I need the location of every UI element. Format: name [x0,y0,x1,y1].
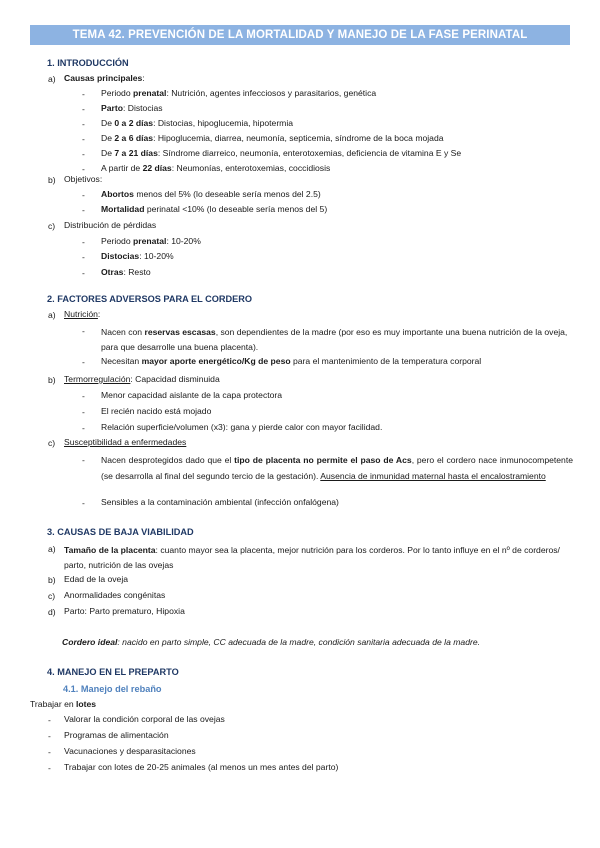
s3-b-label: b) [48,575,56,585]
list-item: Abortos menos del 5% (lo deseable sería menos del 2.5) [101,189,321,199]
list-item: De 0 a 2 días: Distocias, hipoglucemia, hipotermia [101,118,294,128]
s2-a-title: Nutrición: [64,309,101,319]
list-item: Vacunaciones y desparasitaciones [64,746,196,756]
s2-a-label: a) [48,310,56,320]
list-item: Mortalidad perinatal <10% (lo deseable sería menos del 5) [101,204,328,214]
bullet: - [82,326,85,336]
bullet: - [82,455,85,465]
list-item: El recién nacido está mojado [101,406,212,416]
list-item: A partir de 22 días: Neumonías, enterotoxemias, coccidiosis [101,163,331,173]
list-item: Trabajar con lotes de 20-25 animales (al menos un mes antes del parto) [64,762,339,772]
s1-c-label: c) [48,221,56,231]
s3-a-label: a) [48,544,56,554]
lotes-line: Trabajar en lotes [30,699,97,709]
list-item: Parto: Parto prematuro, Hipoxia [64,606,185,616]
section-3-heading: 3. CAUSAS DE BAJA VIABILIDAD [47,527,194,537]
bullet: - [82,252,85,262]
bullet: - [82,237,85,247]
s3-d-label: d) [48,607,56,617]
s1-a-label: a) [48,74,56,84]
s2-c-label: c) [48,438,56,448]
list-item: Otras: Resto [101,267,151,277]
s1-b-title: Objetivos: [64,174,103,184]
bullet: - [82,149,85,159]
bullet: - [82,190,85,200]
list-item: Anormalidades congénitas [64,590,166,600]
list-item: Valorar la condición corporal de las ovejas [64,714,225,724]
bullet: - [82,423,85,433]
bullet: - [82,268,85,278]
list-item: Tamaño de la placenta: cuanto mayor sea la placenta, mejor nutrición para los corderos. Por lo tanto influye en el nº de corderos/ parto, nutrición de las ovejas [64,545,560,570]
section-2-heading: 2. FACTORES ADVERSOS PARA EL CORDERO [47,294,253,304]
s1-a-title: Causas principales: [64,73,145,83]
list-item: Relación superficie/volumen (x3): gana y pierde calor con mayor facilidad. [101,422,383,432]
s1-b-label: b) [48,175,56,185]
page-title-banner [30,25,570,45]
bullet: - [82,205,85,215]
bullet: - [82,134,85,144]
bullet: - [48,731,51,741]
s1-c-title: Distribución de pérdidas [64,220,157,230]
s2-c-title: Susceptibilidad a enfermedades [64,437,187,447]
list-item: Programas de alimentación [64,730,169,740]
bullet: - [82,104,85,114]
list-item: De 7 a 21 días: Síndrome diarreico, neumonía, enterotoxemias, deficiencia de vitamina E y Se [101,148,462,158]
bullet: - [82,498,85,508]
list-item: Periodo prenatal: Nutrición, agentes infecciosos y parasitarios, genética [101,88,377,98]
list-item: Nacen desprotegidos dado que el tipo de placenta no permite el paso de Acs, pero el cordero nace inmunocompetente (se desarrolla al final del segundo tercio de la gestación). Ausencia de inmunidad maternal hasta el encalostramiento [101,455,573,481]
list-item: Edad de la oveja [64,574,129,584]
bullet: - [82,164,85,174]
s3-c-label: c) [48,591,56,601]
list-item: Parto: Distocias [101,103,163,113]
list-item: Necesitan mayor aporte energético/Kg de peso para el mantenimiento de la temperatura corporal [101,356,482,366]
bullet: - [82,391,85,401]
bullet: - [48,715,51,725]
bullet: - [82,89,85,99]
bullet: - [82,407,85,417]
page-title: TEMA 42. PREVENCIÓN DE LA MORTALIDAD Y MANEJO DE LA FASE PERINATAL [72,29,528,41]
list-item: Sensibles a la contaminación ambiental (infección onfalógena) [101,497,339,507]
list-item: Periodo prenatal: 10-20% [101,236,201,246]
bullet: - [82,119,85,129]
list-item: Menor capacidad aislante de la capa protectora [101,390,283,400]
s2-b-label: b) [48,375,56,385]
list-item: Distocias: 10-20% [101,251,174,261]
section-4-heading: 4. MANEJO EN EL PREPARTO [47,667,179,677]
ideal-lamb-note: Cordero ideal: nacido en parto simple, CC adecuada de la madre, condición sanitaria adecuada de la madre. [62,637,480,647]
list-item: Nacen con reservas escasas, son dependientes de la madre (por eso es muy importante una buena nutrición de la oveja, para que desarrolle una buena placenta). [101,327,568,352]
s2-b-title: Termorregulación: Capacidad disminuida [64,374,220,384]
section-1-heading: 1. INTRODUCCIÓN [47,58,129,68]
bullet: - [48,763,51,773]
subsection-4-1-heading: 4.1. Manejo del rebaño [63,684,162,694]
list-item: De 2 a 6 días: Hipoglucemia, diarrea, neumonía, septicemia, síndrome de la boca mojada [101,133,444,143]
bullet: - [48,747,51,757]
bullet: - [82,357,85,367]
